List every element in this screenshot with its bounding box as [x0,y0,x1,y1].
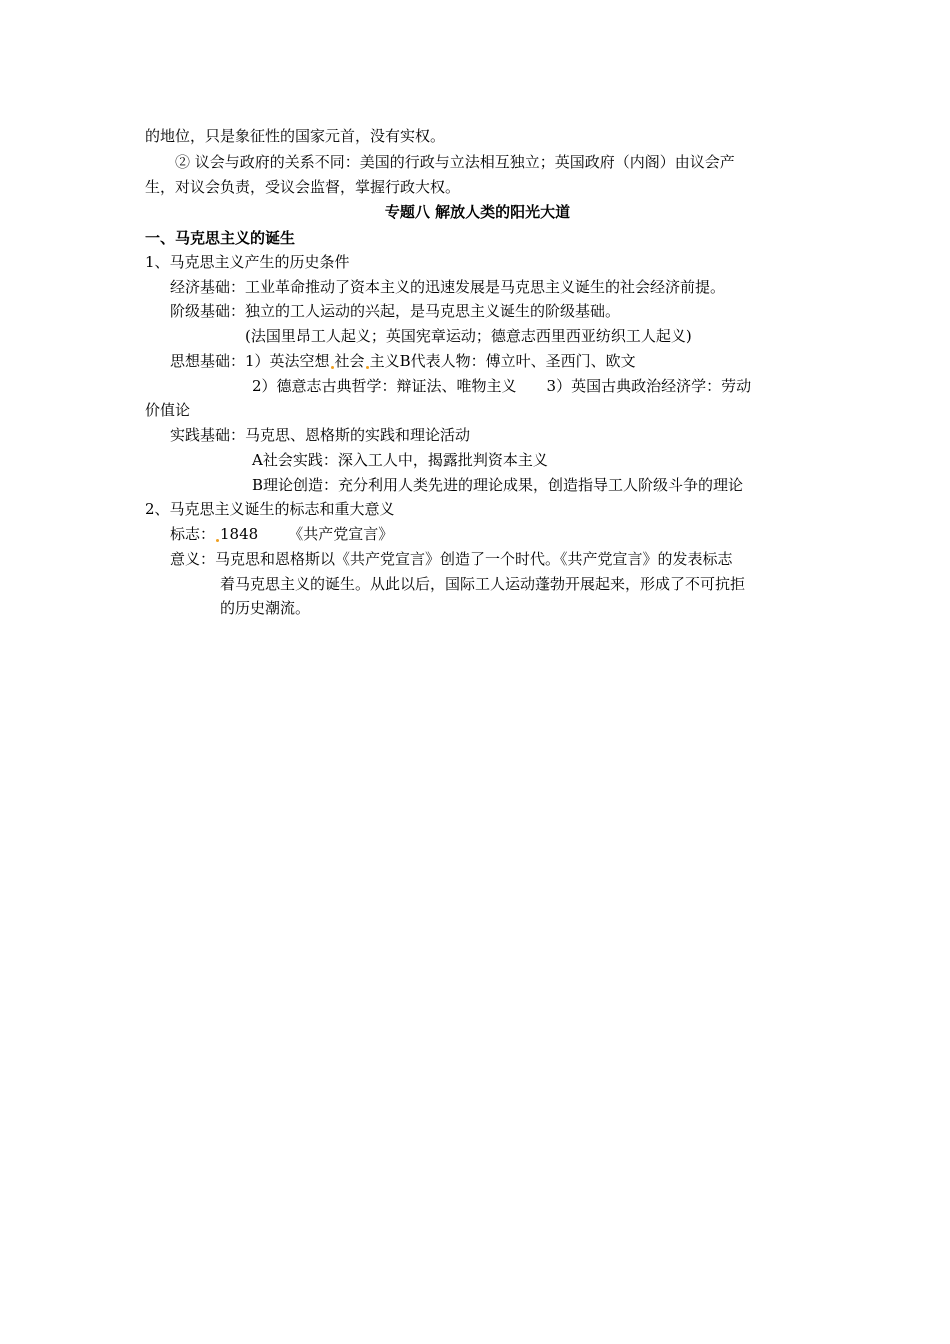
subheading-1: 1、马克思主义产生的历史条件 [145,253,350,271]
economic-basis: 经济基础：工业革命推动了资本主义的迅速发展是马克思主义诞生的社会经济前提。 [170,278,726,296]
thought-basis-2-part: 2）德意志古典哲学：辩证法、唯物主义 [252,377,517,395]
class-basis-note: (法国里昂工人起义；英国宪章运动；德意志西里西亚纺织工人起义) [245,327,692,345]
thought-basis-2 [252,374,917,398]
mark-label: 标志： [170,525,216,543]
thought-basis-part: 社会 [334,352,365,370]
thought-basis-2-part: 3）英国古典政治经济学：劳动 [546,377,752,395]
paragraph-line: ② 议会与政府的关系不同：美国的行政与立法相互独立；英国政府（内阁）由议会产 [175,153,735,171]
mark-line [170,522,835,546]
thought-basis-part: 思想基础：1）英法空想 [170,352,330,370]
thought-basis-2-cont: 价值论 [145,401,191,419]
section-title: 专题八 解放人类的阳光大道 [384,203,571,221]
meaning-line-1: 意义：马克思和恩格斯以《共产党宣言》创造了一个时代。《共产党宣言》的发表标志 [170,550,733,568]
practice-b: B理论创造：充分利用人类先进的理论成果，创造指导工人阶级斗争的理论 [252,476,744,494]
subheading-2: 2、马克思主义诞生的标志和重大意义 [145,500,395,518]
paragraph-line: 的地位，只是象征性的国家元首，没有实权。 [145,127,446,145]
class-basis: 阶级基础：独立的工人运动的兴起，是马克思主义诞生的阶级基础。 [170,302,621,320]
marker-dot [216,539,219,542]
thought-basis-part: 主义B代表人物：傅立叶、圣西门、欧文 [369,352,636,370]
marker-dot [366,366,369,369]
practice-basis: 实践基础：马克思、恩格斯的实践和理论活动 [170,426,471,444]
mark-document: 《共产党宣言》 [288,525,394,543]
paragraph-line: 生，对议会负责，受议会监督，掌握行政大权。 [145,178,461,196]
practice-a: A社会实践：深入工人中，揭露批判资本主义 [252,451,548,469]
thought-basis [170,349,835,373]
mark-year: 1848 [220,525,259,543]
marker-dot [331,366,334,369]
meaning-line-2: 着马克思主义的诞生。从此以后，国际工人运动蓬勃开展起来，形成了不可抗拒 [220,575,746,593]
meaning-line-3: 的历史潮流。 [220,599,311,617]
heading-1: 一、马克思主义的诞生 [145,229,296,247]
